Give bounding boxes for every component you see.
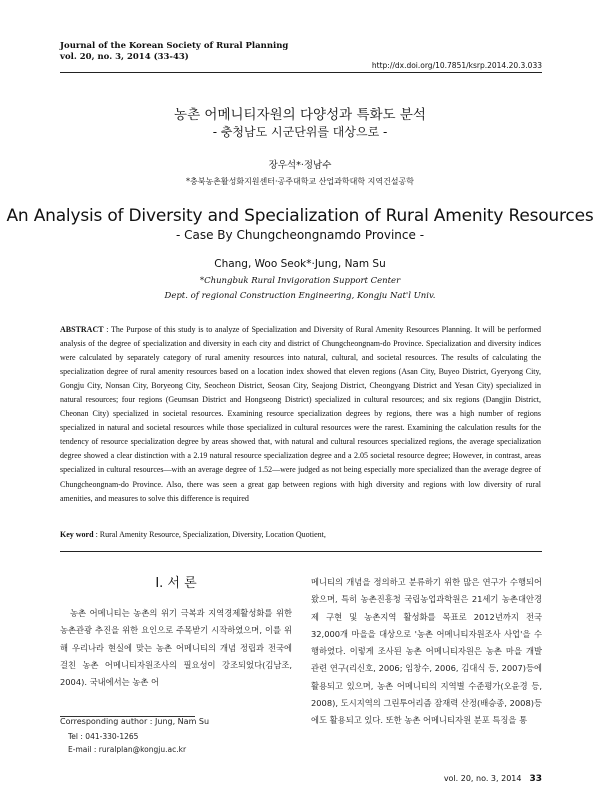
english-title: An Analysis of Diversity and Specialization of Rural Amenity Resources <box>6 206 594 226</box>
page-footer <box>444 774 542 784</box>
doi-link[interactable]: http://dx.doi.org/10.7851/ksrp.2014.20.3.033 <box>371 61 542 70</box>
keywords <box>60 530 541 539</box>
corresponding-author: Corresponding author : Jung, Nam Su <box>60 717 210 726</box>
korean-subtitle: - 충청남도 시군단위를 대상으로 - <box>212 125 388 139</box>
author-tel: Tel : 041-330-1265 <box>68 732 139 741</box>
footer-volume: vol. 20, no. 3, 2014 <box>443 774 522 783</box>
body-paragraph-right: 메니티의 개념을 정의하고 분류하기 위한 많은 연구가 수행되어 왔으며, 특히 농촌진흥청 국립농업과학원은 21세기 농촌대안경제 구현 및 농촌지역 활성화를 목표로 2012년까지 전국 32,000개 마을을 대상으로 '농촌 어메니티자원조사 사업'을 수행하였다. 이렇게 조사된 농촌 어메니티자원은 농촌 마을 개발 관련 연구(리신호, 2006; 임창수, 2006, 김대식 등, 2007)등에 활용되고 있으며, 농촌 어메니티의 지역별 수준평가(오윤경 등, 2008), 도시지역의 그린투어리즘 잠재력 산정(배승종, 2008)등에도 활용되고 있다. 또한 농촌 어메니티자원 분포 특징을 통 <box>311 577 542 726</box>
page-number: 33 <box>529 774 542 784</box>
section-heading: I. 서 론 <box>155 576 197 591</box>
english-affiliation-2: Dept. of regional Construction Engineering, Kongju Nat'l Univ. <box>164 291 436 301</box>
english-authors: Chang, Woo Seok*·Jung, Nam Su <box>214 258 386 270</box>
author-email[interactable]: E-mail : ruralplan@kongju.ac.kr <box>68 745 187 754</box>
keywords-text: : Rural Amenity Resource, Specialization, Diversity, Location Quotient, <box>93 530 326 539</box>
english-subtitle: - Case By Chungcheongnamdo Province - <box>175 228 425 242</box>
keywords-divider <box>60 551 542 552</box>
journal-name: Journal of the Korean Society of Rural Planning <box>60 41 289 51</box>
body-column-right <box>311 574 542 730</box>
body-column-left <box>60 605 292 691</box>
abstract-text: : The Purpose of this study is to analyze of Specialization and Diversity of Rural Amenity Resources Planning. It will be performed analysis of the degree of specialization and diversity in each city and district of Chungcheongnam-do Province. Specialization and diversity indices were calculated by separately category of rural amenity resources into natural, cultural, and societal resources. The results of calculating the specialization degree of rural amenity resources based on a location index showed that eleven regions (Asan City, Buyeo District, Gyeryong City, Gongju City, Nonsan City, Boryeong City, Seocheon District, Seosan City, Seajong District, Cheongyang District and Yesan City) specialized in natural resources; four regions (Geumsan District and Hongseong District) specialized in cultural resources; and six regions (Dangjin District, Cheonan City) specialized in societal resources. Examining resource specialization degrees by regions, there was a high number of regions specialized in natural and societal resources while those specialized in cultural resources were the rarest. Examining the calculation results for the tendency of resource specialization degree by areas showed that, with natural and cultural resources specialized regions, the average specialization degree showed a clear distinction with a 2.19 natural resource specialization degree and a 2.05 societal resource degree; However, in contrast, areas specialized in cultural resources—with an average degree of 1.52—were judged as not being especially more specialized than the average degree of Chungcheongnam-do Province. Also, there was seen a great gap between regions with high diversity and regions with low diversity of rural amenities, and measures to solve this difference is required <box>60 325 541 503</box>
abstract <box>60 323 541 506</box>
korean-title: 농촌 어메니티자원의 다양성과 특화도 분석 <box>174 107 426 123</box>
body-paragraph-left: 농촌 어메니티는 농촌의 위기 극복과 지역경제활성화를 위한 농촌관광 추진을 위한 요인으로 주목받기 시작하였으며, 이를 위해 우리나라 현실에 맞는 농촌 어메니티의 개념 정립과 전국에 걸친 농촌 어메니티자원조사의 필요성이 강조되었다(김남조, 2004). 국내에서는 농촌 어 <box>60 608 292 688</box>
korean-authors: 장우석*·정남수 <box>268 160 332 171</box>
abstract-label: ABSTRACT <box>60 325 104 334</box>
header-divider <box>60 72 542 73</box>
journal-volume: vol. 20, no. 3, 2014 (33-43) <box>60 52 189 62</box>
korean-affiliation: *충북농촌활성화지원센터·공주대학교 산업과학대학 지역건설공학 <box>185 177 414 186</box>
english-affiliation-1: *Chungbuk Rural Invigoration Support Center <box>199 276 401 286</box>
keywords-label: Key word <box>60 530 94 539</box>
